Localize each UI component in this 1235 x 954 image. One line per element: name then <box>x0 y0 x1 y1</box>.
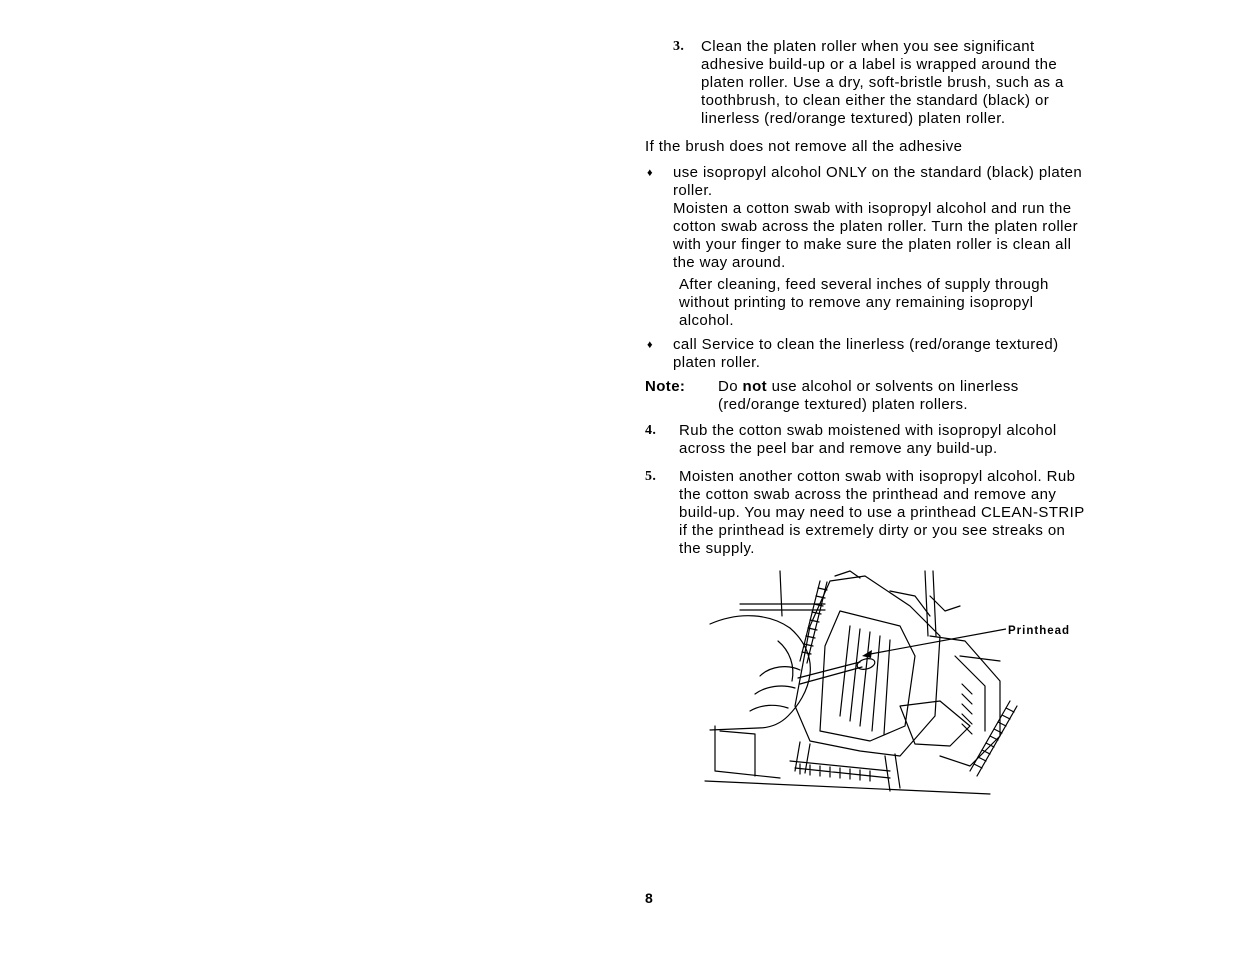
printhead-frame <box>795 576 940 756</box>
hand-outline <box>710 616 810 730</box>
left-spring-coils <box>802 588 827 654</box>
bullet-alcohol <box>645 164 1165 330</box>
sub-line: After cleaning, feed several inches of supply through <box>679 276 1049 293</box>
bullet-service <box>645 336 1165 372</box>
right-ribs <box>962 684 972 734</box>
step-4-line: Rub the cotton swab moistened with isopropyl alcohol <box>679 422 1057 439</box>
bullet-line: cotton swab across the platen roller. Turn the platen roller <box>673 218 1079 235</box>
step-5-line: if the printhead is extremely dirty or you see streaks on <box>679 522 1066 539</box>
step-5 <box>645 468 1165 558</box>
bullet-line: the way around. <box>673 254 786 271</box>
step-3-line: linerless (red/orange textured) platen roller. <box>701 110 1006 127</box>
step-4-line: across the peel bar and remove any build-up. <box>679 440 998 457</box>
step-3-line: platen roller. Use a dry, soft-bristle brush, such as a <box>701 74 1064 91</box>
note-pre: Do <box>718 378 743 395</box>
right-spring <box>970 701 1017 776</box>
left-spring <box>800 581 827 663</box>
printhead-inner <box>820 611 915 741</box>
note-block <box>645 378 1165 414</box>
step-5-line: Moisten another cotton swab with isopropyl alcohol. Rub <box>679 468 1076 485</box>
note-label: Note: <box>645 378 686 395</box>
step-3-line: adhesive build-up or a label is wrapped around the <box>701 56 1058 73</box>
sub-line: alcohol. <box>679 312 734 329</box>
step-5-line: build-up. You may need to use a printhead CLEAN-STRIP <box>679 504 1085 521</box>
step-3 <box>645 38 1165 128</box>
sub-line: without printing to remove any remaining isopropyl <box>679 294 1034 311</box>
bullet-line: with your finger to make sure the platen roller is clean all <box>673 236 1072 253</box>
bullet-line: call Service to clean the linerless (red/orange textured) <box>673 336 1059 353</box>
page-number: 8 <box>645 890 653 906</box>
after-cleaning-text <box>679 276 1165 330</box>
right-spring-coils <box>974 708 1014 768</box>
note-post: use alcohol or solvents on linerless <box>767 378 1019 395</box>
step-number: 5. <box>645 469 657 484</box>
step-3-line: toothbrush, to clean either the standard (black) or <box>701 92 1050 109</box>
note-emphasis: not <box>742 378 768 395</box>
step-number: 3. <box>673 39 685 54</box>
hand-thumb <box>778 641 793 681</box>
instruction-column <box>645 38 1165 568</box>
brush-intro-text: If the brush does not remove all the adhesive <box>645 138 963 155</box>
note-line-2: (red/orange textured) platen rollers. <box>718 396 968 413</box>
diamond-bullet-icon: ♦ <box>647 167 654 179</box>
step-5-line: the supply. <box>679 540 755 557</box>
bullet-line: Moisten a cotton swab with isopropyl alcohol and run the <box>673 200 1072 217</box>
printhead-illustration <box>700 566 1090 796</box>
printhead-lines <box>840 626 890 734</box>
right-line <box>960 656 1000 661</box>
bullet-line: roller. <box>673 182 713 199</box>
bullet-line: use isopropyl alcohol ONLY on the standard (black) platen <box>673 164 1083 181</box>
printhead-callout-label: Printhead <box>1008 625 1071 637</box>
step-number: 4. <box>645 423 657 438</box>
callout-arrow-icon <box>862 650 872 658</box>
cotton-swab <box>798 662 862 684</box>
note-line-1 <box>718 378 1165 396</box>
left-rail <box>740 571 825 616</box>
step-5-line: the cotton swab across the printhead and remove any <box>679 486 1057 503</box>
step-3-line: Clean the platen roller when you see significant <box>701 38 1035 55</box>
diamond-bullet-icon: ♦ <box>647 339 654 351</box>
bullet-line: platen roller. <box>673 354 761 371</box>
step-4 <box>645 422 1165 458</box>
